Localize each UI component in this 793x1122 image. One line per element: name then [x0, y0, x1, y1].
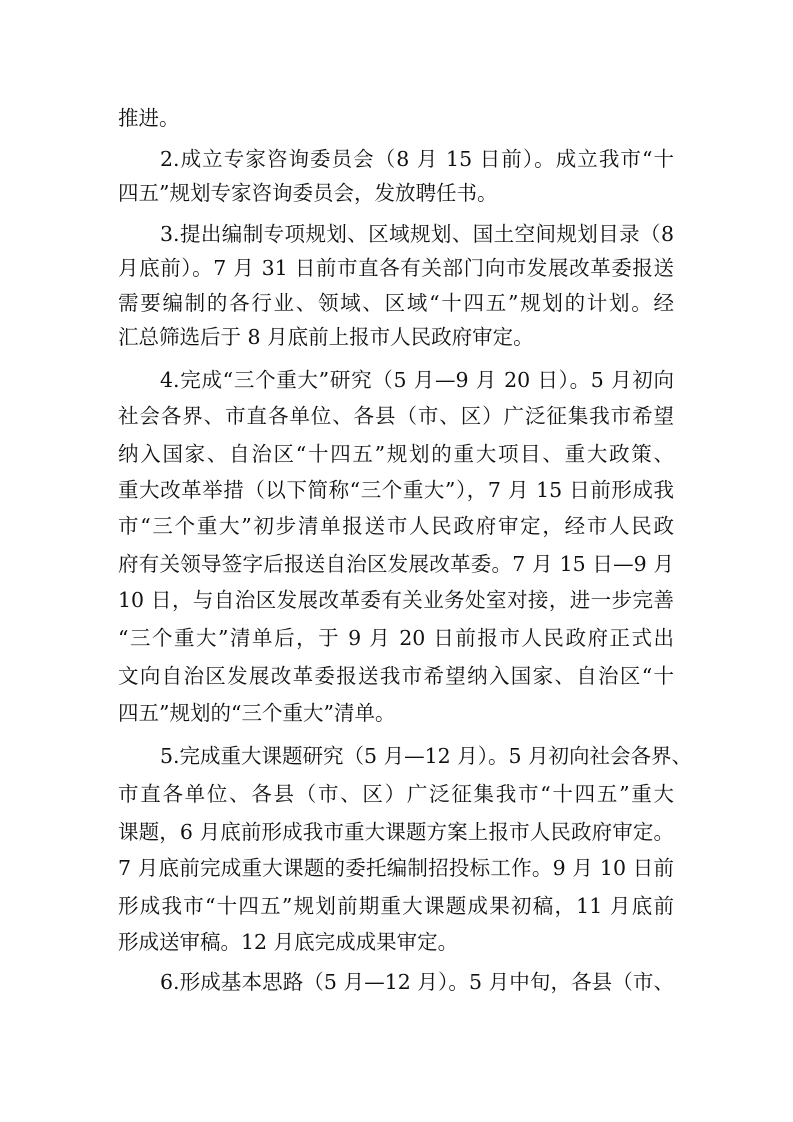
text-line-22: 形成我市“十四五”规划前期重大课题成果初稿，11 月底前: [118, 894, 674, 918]
text-line-3: 四五”规划专家咨询委员会，发放聘任书。: [118, 181, 498, 205]
text-line-23: 形成送审稿。12 月底完成成果审定。: [118, 930, 459, 954]
text-line-21: 7 月底前完成重大课题的委托编制招投标工作。9 月 10 日前: [118, 856, 674, 880]
text-line-10: 纳入国家、自治区“十四五”规划的重大项目、重大政策、: [118, 442, 674, 466]
text-line-6: 需要编制的各行业、领域、区域“十四五”规划的计划。经: [118, 291, 674, 315]
text-line-2: 2.成立专家咨询委员会（8 月 15 日前）。成立我市“十: [160, 147, 674, 171]
text-line-14: 10 日，与自治区发展改革委有关业务处室对接，进一步完善: [118, 588, 674, 612]
text-line-19: 市直各单位、各县（市、区）广泛征集我市“十四五”重大: [118, 782, 674, 806]
text-line-5: 月底前）。7 月 31 日前市直各有关部门向市发展改革委报送: [118, 256, 674, 280]
text-line-15: “三个重大”清单后，于 9 月 20 日前报市人民政府正式出: [118, 626, 674, 650]
text-line-18: 5.完成重大课题研究（5 月—12 月）。5 月初向社会各界、: [160, 744, 693, 768]
text-line-17: 四五”规划的“三个重大”清单。: [118, 701, 396, 725]
text-line-8: 4.完成“三个重大”研究（5 月—9 月 20 日）。5 月初向: [160, 368, 674, 392]
text-line-12: 市“三个重大”初步清单报送市人民政府审定，经市人民政: [118, 514, 674, 538]
text-line-1: 推进。: [118, 106, 180, 130]
text-line-20: 课题，6 月底前形成我市重大课题方案上报市人民政府审定。: [118, 820, 674, 844]
text-line-13: 府有关领导签字后报送自治区发展改革委。7 月 15 日—9 月: [118, 552, 674, 576]
text-line-4: 3.提出编制专项规划、区域规划、国土空间规划目录（8: [160, 222, 674, 246]
text-line-11: 重大改革举措（以下简称“三个重大”），7 月 15 日前形成我: [118, 478, 674, 502]
text-line-7: 汇总筛选后于 8 月底前上报市人民政府审定。: [118, 325, 534, 349]
text-line-24: 6.形成基本思路（5 月—12 月）。5 月中旬，各县（市、: [160, 970, 674, 994]
text-line-9: 社会各界、市直各单位、各县（市、区）广泛征集我市希望: [118, 404, 674, 428]
text-line-16: 文向自治区发展改革委报送我市希望纳入国家、自治区“十: [118, 664, 674, 688]
